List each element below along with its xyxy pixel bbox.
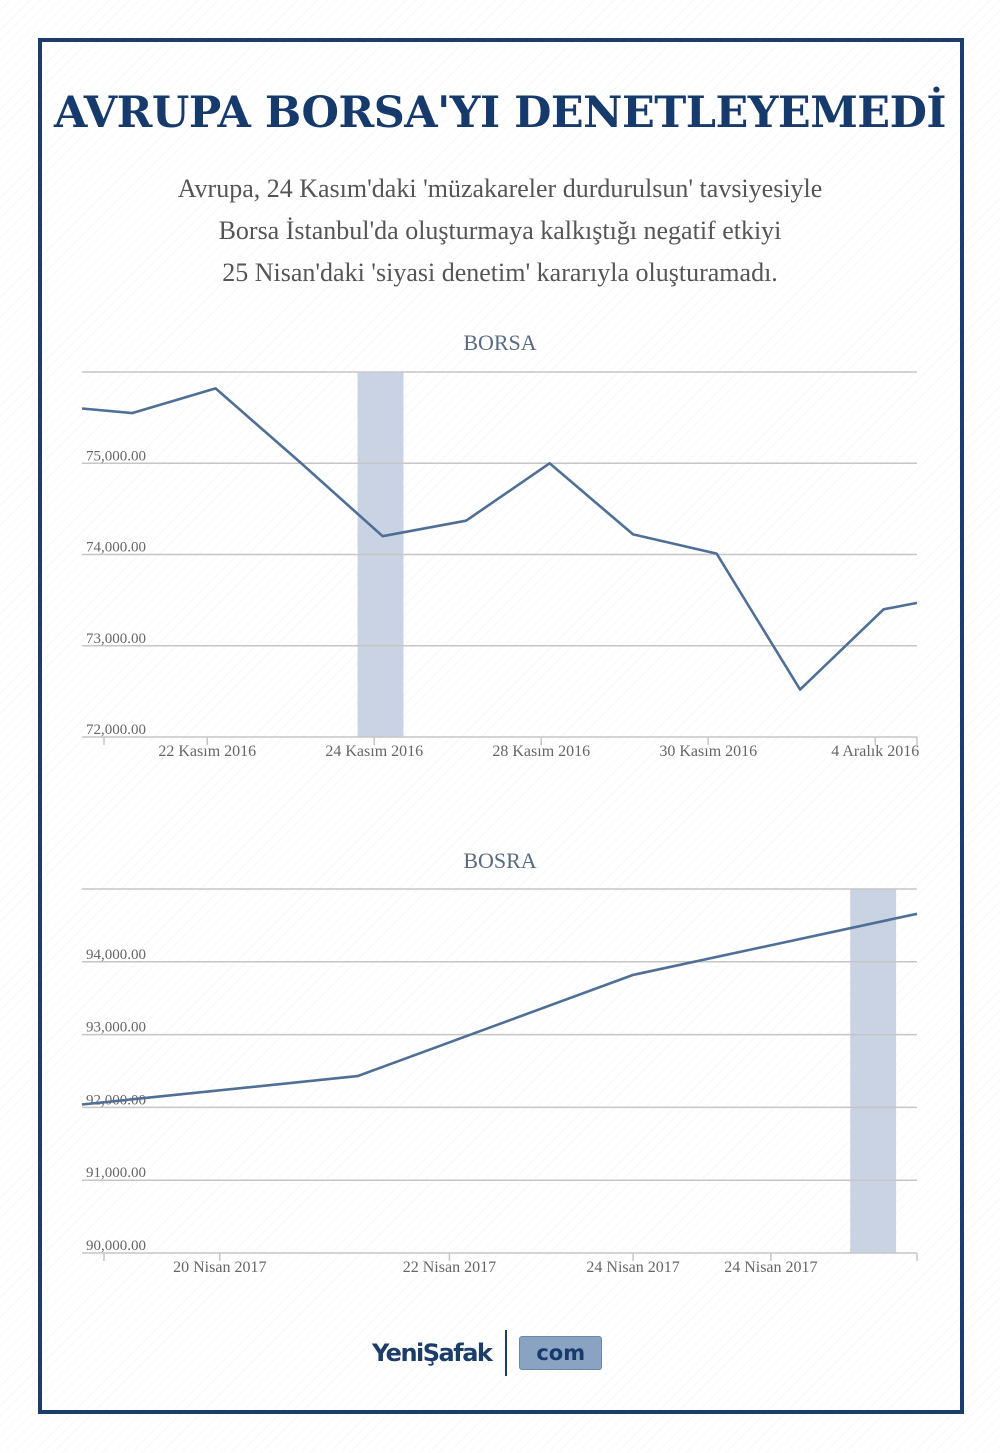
y-tick-label: 92,000.00 [86,1092,146,1109]
bosra-line-chart [0,838,1000,1288]
logo-com-badge: com [519,1336,602,1370]
borsa-line-chart [0,320,1000,770]
logo-divider [505,1330,507,1376]
y-tick-label: 91,000.00 [86,1165,146,1182]
brand-logo [372,1330,602,1376]
chart-title: BOSRA [463,848,537,873]
y-tick-label: 94,000.00 [86,946,146,963]
x-tick-label: 20 Nisan 2017 [173,1259,267,1276]
series-line [82,914,917,1105]
subtitle-line-2: Borsa İstanbul'da oluşturmaya kalkıştığı negatif etkiyi [218,216,782,245]
subtitle-line-1: Avrupa, 24 Kasım'daki 'müzakareler durdurulsun' tavsiyesiyle [177,174,823,203]
subtitle [60,168,940,294]
x-tick-label: 24 Nisan 2017 [724,1259,818,1276]
series-line [82,388,917,689]
page-title: AVRUPA BORSA'YI DENETLEYEMEDİ [54,88,946,138]
y-tick-label: 75,000.00 [86,448,146,465]
y-tick-label: 72,000.00 [86,722,146,738]
chart-title: BORSA [463,330,537,355]
x-tick-label: 28 Kasım 2016 [492,743,591,760]
x-tick-label: 22 Nisan 2017 [402,1259,497,1276]
y-tick-label: 93,000.00 [86,1019,146,1036]
x-tick-label: 24 Kasım 2016 [325,743,424,760]
y-tick-label: 74,000.00 [86,539,146,556]
x-tick-label: 22 Kasım 2016 [158,743,257,760]
y-tick-label: 73,000.00 [86,630,146,647]
x-tick-label: 30 Kasım 2016 [659,743,758,760]
subtitle-line-3: 25 Nisan'daki 'siyasi denetim' kararıyla oluşturamadı. [222,258,778,287]
x-tick-label: 4 Aralık 2016 [831,743,920,760]
x-tick-label: 24 Nisan 2017 [586,1259,680,1276]
highlight-band [850,889,896,1253]
logo-brand-text: YeniŞafak [372,1339,492,1367]
y-tick-label: 90,000.00 [86,1238,146,1254]
